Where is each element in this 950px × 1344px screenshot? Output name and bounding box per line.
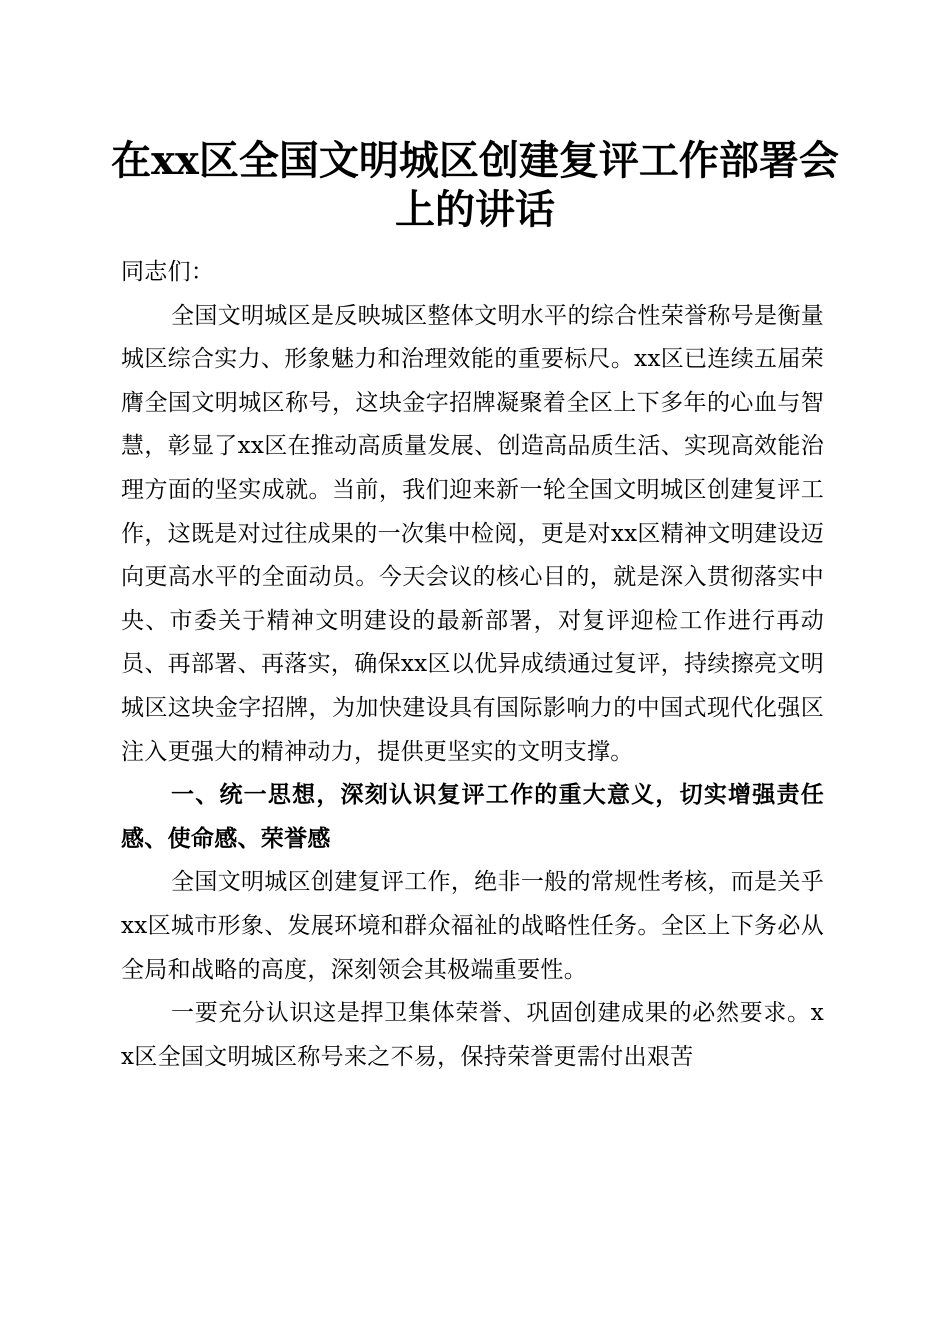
document-body	[121, 251, 824, 1079]
salutation: 同志们：	[121, 259, 215, 285]
section-1-paragraph: 一要充分认识这是捍卫集体荣誉、巩固创建成果的必然要求。xx区全国文明城区称号来之不易，保持荣誉更需付出艰苦	[121, 1000, 824, 1070]
intro-paragraph: 全国文明城区是反映城区整体文明水平的综合性荣誉称号是衡量城区综合实力、形象魅力和治理效能的重要标尺。xx区已连续五届荣膺全国文明城区称号，这块金字招牌凝聚着全区上下多年的心血与智慧，彰显了xx区在推动高质量发展、创造高品质生活、实现高效能治理方面的坚实成就。当前，我们迎来新一轮全国文明城区创建复评工作，这既是对过往成果的一次集中检阅，更是对xx区精神文明建设迈向更高水平的全面动员。今天会议的核心目的，就是深入贯彻落实中央、市委关于精神文明建设的最新部署，对复评迎检工作进行再动员、再部署、再落实，确保xx区以优异成绩通过复评，持续擦亮文明城区这块金字招牌，为加快建设具有国际影响力的中国式现代化强区注入更强大的精神动力，提供更坚实的文明支撑。	[121, 302, 824, 765]
document-title: 在xx区全国文明城区创建复评工作部署会上的讲话	[111, 137, 839, 233]
section-heading-1: 一、统一思想，深刻认识复评工作的重大意义，切实增强责任感、使命感、荣誉感	[121, 782, 824, 852]
section-1-paragraph: 全国文明城区创建复评工作，绝非一般的常规性考核，而是关乎xx区城市形象、发展环境和群众福祉的战略性任务。全区上下务必从全局和战略的高度，深刻领会其极端重要性。	[121, 869, 824, 983]
